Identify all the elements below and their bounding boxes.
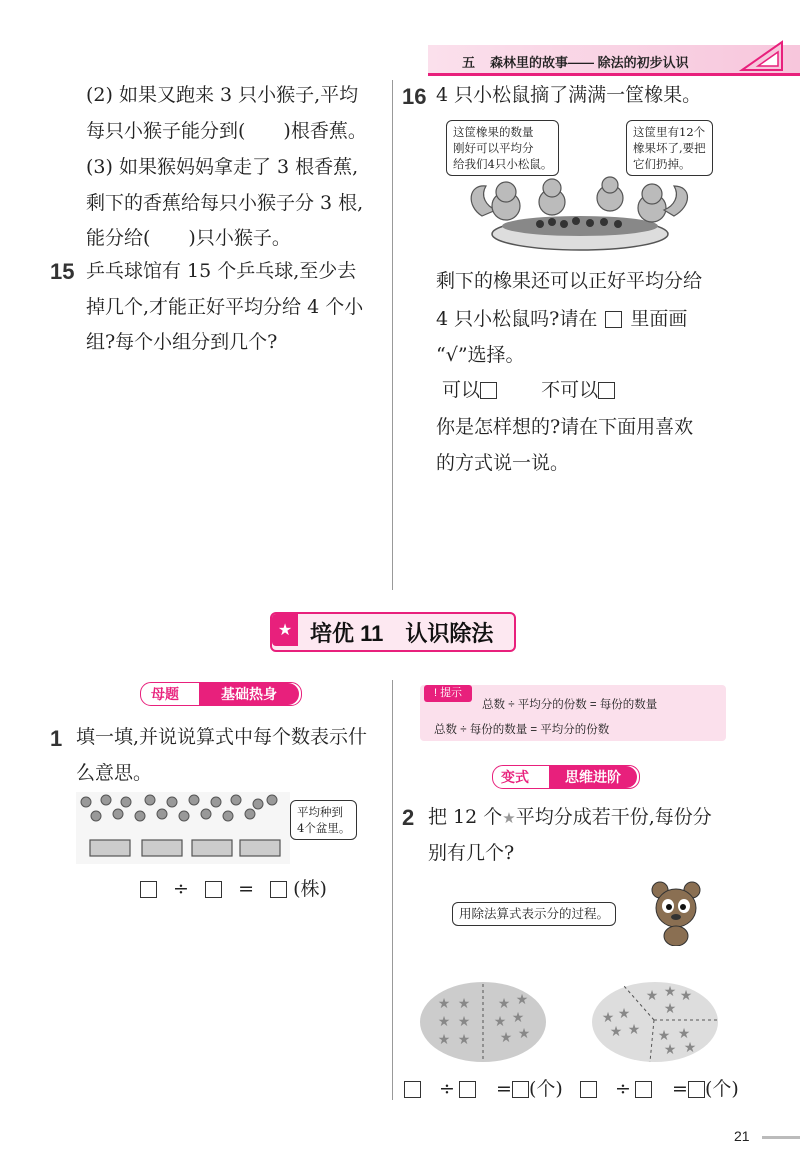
q2a-blank-divisor[interactable]	[459, 1081, 476, 1098]
divide-sign: ÷	[173, 878, 189, 900]
q2a-blank-quotient[interactable]	[512, 1081, 529, 1098]
set-square-icon	[738, 38, 786, 74]
q1-blank-dividend[interactable]	[140, 881, 157, 898]
hint-line1: 总数 ÷ 平均分的份数 = 每份的数量	[482, 699, 658, 711]
page-number: 21	[734, 1128, 750, 1144]
svg-text:★: ★	[517, 1026, 531, 1042]
svg-text:★: ★	[663, 1042, 677, 1058]
q14-part3-line1: (3) 如果猴妈妈拿走了 3 根香蕉,	[86, 156, 359, 178]
bear-icon	[646, 880, 706, 946]
q15-line2: 掉几个,才能正好平均分给 4 个小	[86, 296, 364, 318]
column-divider-top	[392, 80, 393, 590]
squirrel-bubble-left: 这筐橡果的数量 刚好可以平均分 给我们4只小松鼠。	[446, 120, 559, 176]
svg-text:★: ★	[511, 1010, 525, 1026]
q1-blank-divisor[interactable]	[205, 881, 222, 898]
svg-text:★: ★	[515, 992, 529, 1008]
flowers-pots-image	[76, 792, 290, 864]
variant-tag-sub: 思维进阶	[549, 766, 637, 788]
svg-text:★: ★	[609, 1024, 623, 1040]
q16-line5: 你是怎样想的?请在下面用喜欢	[436, 416, 694, 438]
q14-part3-line2: 剩下的香蕉给每只小猴子分 3 根,	[86, 192, 364, 214]
svg-text:★: ★	[499, 1030, 513, 1046]
exclamation-icon: !	[433, 687, 437, 699]
variant-tag-label: 变式	[501, 769, 529, 785]
q2b-blank-divisor[interactable]	[635, 1081, 652, 1098]
equals-sign: =	[496, 1078, 512, 1100]
svg-text:★: ★	[627, 1022, 641, 1038]
q16-options	[442, 381, 615, 400]
svg-text:★: ★	[437, 1014, 451, 1030]
svg-text:★: ★	[663, 984, 677, 1000]
variant-tag	[492, 765, 640, 789]
divide-sign: ÷	[439, 1078, 455, 1100]
q1-equation	[140, 880, 327, 899]
svg-text:★: ★	[437, 996, 451, 1012]
hint-line2: 总数 ÷ 每份的数量 = 平均分的份数	[434, 724, 610, 736]
svg-text:★: ★	[601, 1010, 615, 1026]
svg-text:★: ★	[679, 988, 693, 1004]
q1-number: 1	[50, 726, 63, 751]
q2-equation-1	[404, 1080, 563, 1099]
svg-text:★: ★	[657, 1028, 671, 1044]
page-number-rule	[762, 1136, 800, 1139]
option-yes-label: 可以	[442, 379, 481, 401]
q2b-blank-dividend[interactable]	[580, 1081, 597, 1098]
equals-sign: =	[238, 878, 254, 900]
svg-text:★: ★	[437, 1032, 451, 1048]
q1-unit: (株)	[293, 878, 327, 900]
option-no-checkbox[interactable]	[598, 382, 615, 399]
option-no-label: 不可以	[541, 379, 599, 401]
q2-number: 2	[402, 805, 415, 830]
mother-tag	[140, 682, 302, 706]
q1-line1: 填一填,并说说算式中每个数表示什	[76, 726, 368, 748]
stars-oval-three-groups	[590, 980, 720, 1064]
divide-sign: ÷	[615, 1078, 631, 1100]
squirrel-bubble-right: 这筐里有12个 橡果坏了,要把 它们扔掉。	[626, 120, 713, 176]
svg-text:★: ★	[645, 988, 659, 1004]
q15-line1: 乒乓球馆有 15 个乒乓球,至少去	[86, 260, 357, 282]
q2-equation-2	[580, 1080, 739, 1099]
q2-bubble: 用除法算式表示分的过程。	[452, 902, 616, 926]
q2-line2: 别有几个?	[428, 842, 515, 864]
header-chapter: 五	[462, 55, 476, 70]
equals-sign: =	[672, 1078, 688, 1100]
svg-text:★: ★	[683, 1040, 697, 1056]
q15-line3: 组?每个小组分到几个?	[86, 331, 278, 353]
q16-line3	[436, 310, 687, 329]
star-icon: ★	[502, 809, 516, 827]
q16-line3-text-b: 里面画	[630, 308, 688, 330]
q14-part3-line3: 能分给( )只小猴子。	[86, 227, 291, 249]
mother-tag-sub: 基础热身	[199, 683, 299, 705]
q16-line2: 剩下的橡果还可以正好平均分给	[436, 270, 703, 292]
q16-example-box	[605, 311, 622, 328]
svg-text:★: ★	[457, 996, 471, 1012]
svg-text:★: ★	[617, 1006, 631, 1022]
q14-part2-line2: 每只小猴子能分到( )根香蕉。	[86, 120, 367, 142]
svg-text:★: ★	[493, 1014, 507, 1030]
q14-part2-line1: (2) 如果又跑来 3 只小猴子,平均	[86, 84, 359, 106]
q2-line1: 把 12 个★平均分成若干份,每份分	[428, 806, 712, 828]
section-title-star-badge	[272, 614, 298, 646]
q16-line6: 的方式说一说。	[436, 452, 570, 474]
q1-blank-quotient[interactable]	[270, 881, 287, 898]
q16-number: 16	[402, 84, 427, 109]
q1-line2: 么意思。	[76, 762, 153, 784]
stars-oval-two-groups	[418, 980, 548, 1064]
q2b-unit: (个)	[704, 1078, 739, 1100]
q1-bubble: 平均种到 4个盆里。	[290, 800, 357, 840]
svg-text:★: ★	[663, 1001, 677, 1017]
q15-number: 15	[50, 259, 75, 284]
svg-text:★: ★	[457, 1032, 471, 1048]
squirrels-basket-image	[460, 176, 700, 254]
header-title: 森林里的故事—— 除法的初步认识	[490, 55, 689, 70]
option-yes-checkbox[interactable]	[480, 382, 497, 399]
svg-text:★: ★	[457, 1014, 471, 1030]
star-icon: ★	[277, 620, 293, 639]
q2a-blank-dividend[interactable]	[404, 1081, 421, 1098]
column-divider-bottom	[392, 680, 393, 1100]
q16-line1: 4 只小松鼠摘了满满一筐橡果。	[436, 84, 702, 106]
section-title: 培优 11 认识除法	[310, 621, 494, 646]
svg-text:★: ★	[497, 996, 511, 1012]
q2b-blank-quotient[interactable]	[688, 1081, 705, 1098]
q2a-unit: (个)	[528, 1078, 563, 1100]
mother-tag-label: 母题	[151, 686, 179, 702]
svg-text:★: ★	[677, 1026, 691, 1042]
q16-line4: “√”选择。	[436, 344, 525, 366]
hint-label: ! 提示	[424, 685, 472, 702]
q16-line3-text-a: 4 只小松鼠吗?请在	[436, 308, 598, 330]
